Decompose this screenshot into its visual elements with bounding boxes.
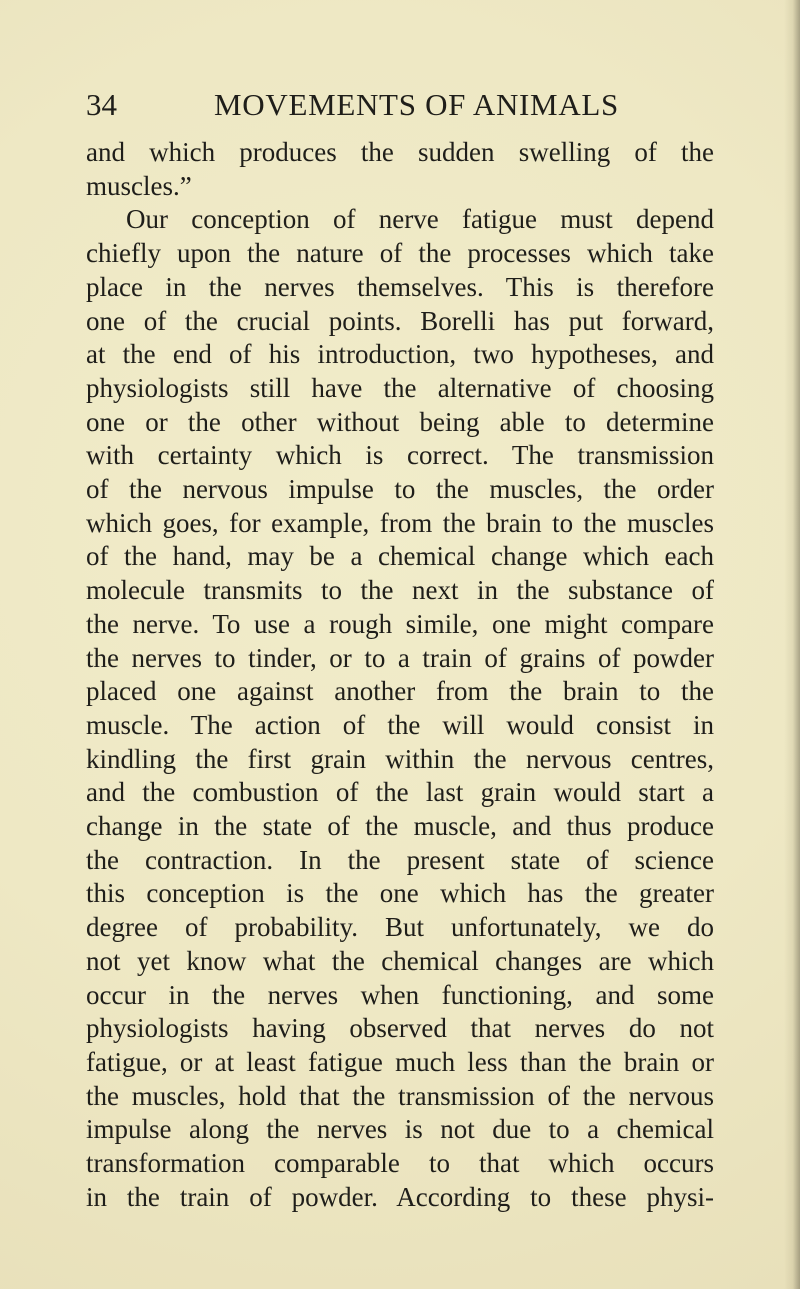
text-line: of the hand, may be a chemical change which each [86, 541, 714, 572]
text-line: physiologists having observed that nerves do not [86, 1013, 714, 1044]
text-line: fatigue, or at least fatigue much less than the brain or [86, 1046, 714, 1077]
text-line: occur in the nerves when functioning, and some [86, 979, 714, 1010]
text-line: placed one against another from the brain to the [86, 676, 714, 707]
text-line: not yet know what the chemical changes are which [86, 945, 714, 976]
body-text [86, 136, 714, 1215]
text-line: and the combustion of the last grain would start a [86, 777, 714, 808]
text-line: one of the crucial points. Borelli has put forward, [86, 305, 714, 336]
text-line: place in the nerves themselves. This is therefore [86, 271, 714, 302]
text-line: one or the other without being able to determine [86, 406, 714, 437]
text-line: at the end of his introduction, two hypotheses, and [86, 339, 714, 370]
text-line: physiologists still have the alternative of choosing [86, 372, 714, 403]
text-line: muscles.” [86, 170, 192, 201]
text-line: the nerves to tinder, or to a train of grains of powder [86, 642, 714, 673]
page-number: 34 [86, 87, 117, 122]
text-line: change in the state of the muscle, and thus produce [86, 811, 714, 842]
text-line: impulse along the nerves is not due to a chemical [86, 1114, 714, 1145]
text-line: of the nervous impulse to the muscles, the order [86, 474, 714, 505]
text-line: the nerve. To use a rough simile, one might compare [86, 608, 714, 639]
text-line: molecule transmits to the next in the substance of [86, 575, 714, 606]
text-line: transformation comparable to that which occurs [86, 1148, 714, 1179]
text-line: kindling the first grain within the nervous centres, [86, 743, 714, 774]
page-edge-shadow [784, 0, 800, 1289]
text-line: chiefly upon the nature of the processes which take [86, 238, 714, 269]
text-line: with certainty which is correct. The transmission [86, 440, 714, 471]
text-line: muscle. The action of the will would consist in [86, 709, 714, 740]
text-line: degree of probability. But unfortunately, we do [86, 912, 714, 943]
text-line: in the train of powder. According to these physi- [86, 1181, 714, 1212]
text-line: this conception is the one which has the greater [86, 878, 714, 909]
text-line: the contraction. In the present state of science [86, 844, 714, 875]
text-line: the muscles, hold that the transmission of the nervous [86, 1080, 714, 1111]
running-title: MOVEMENTS OF ANIMALS [214, 87, 619, 122]
text-line: and which produces the sudden swelling of the [86, 137, 714, 167]
paragraph-first-line: Our conception of nerve fatigue must depend [126, 204, 714, 235]
page-header [86, 84, 726, 126]
text-line: which goes, for example, from the brain to the muscles [86, 507, 714, 538]
